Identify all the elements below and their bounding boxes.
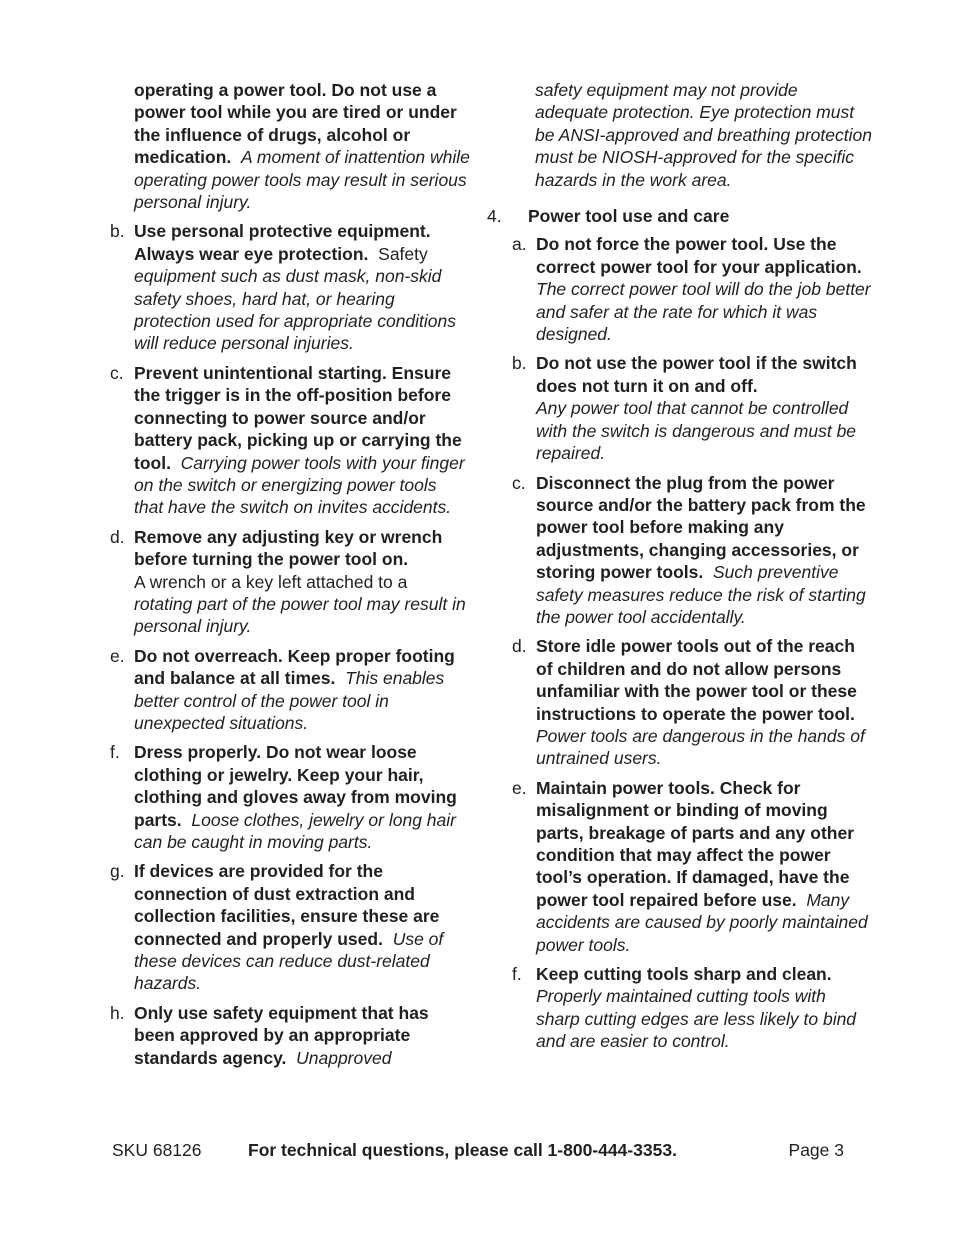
item-letter: e. <box>110 645 125 666</box>
item-italic-text: Unapproved <box>296 1047 392 1068</box>
item-bold-text: Maintain power tools. Check for misalignment or binding of moving parts, breakage of parts and any other condition that may affect the power tool’s operation. If damaged, have the power tool repaired before use. <box>536 777 855 910</box>
section-number: 4. <box>487 206 502 227</box>
item-bold-text: Do not overreach. Keep proper footing and balance at all times. <box>134 645 455 689</box>
item-bold-text: Do not force the power tool. Use the correct power tool for your application. <box>536 234 862 277</box>
item-letter: a. <box>512 234 527 255</box>
item-italic-text: The correct power tool will do the job better and safer at the rate for which it was designed. <box>536 279 871 345</box>
paragraph-italic-text: safety equipment may not provide adequate protection. Eye protection must be ANSI-approved and breathing protection must be NIOSH-approved for the specific hazards in the work area. <box>535 80 872 190</box>
list-item-c <box>512 472 874 629</box>
item-letter: h. <box>110 1002 125 1023</box>
item-bold-text: Disconnect the plug from the power source and/or the battery pack from the power tool before making any adjustments, changing accessories, or storing power tools. <box>536 472 866 583</box>
item-italic-text: Properly maintained cutting tools with sharp cutting edges are less likely to bind and are easier to control. <box>536 986 857 1052</box>
paragraph-italic-text: A moment of inattention while operating power tools may result in serious personal injury. <box>134 147 470 213</box>
section-heading <box>484 205 874 227</box>
left-column <box>110 79 470 1076</box>
list-item-d <box>512 635 874 769</box>
list-item-e <box>110 645 470 735</box>
item-bold-text: Store idle power tools out of the reach of children and do not allow persons unfamiliar with the power tool or these instructions to operate the power tool. <box>536 636 857 724</box>
section-items <box>484 233 874 1052</box>
item-letter: g. <box>110 861 125 882</box>
item-bold-text: Only use safety equipment that has been approved by an appropriate standards agency. <box>134 1002 429 1068</box>
item-letter: d. <box>110 526 125 547</box>
technical-support-line: For technical questions, please call 1-800-444-3353. <box>248 1140 677 1160</box>
item-italic-text: rotating part of the power tool may result in personal injury. <box>134 593 466 637</box>
item-letter: d. <box>512 636 527 657</box>
list-item-d <box>110 526 470 638</box>
list-item-f <box>512 963 874 1053</box>
item-letter: b. <box>110 221 125 242</box>
item-italic-text: Many accidents are caused by poorly maintained power tools. <box>536 889 868 955</box>
item-letter: c. <box>110 362 124 383</box>
item-letter: c. <box>512 472 526 493</box>
item-italic-text: Any power tool that cannot be controlled with the switch is dangerous and must be repaired. <box>536 398 857 464</box>
item-italic-text: This enables better control of the power tool in unexpected situations. <box>134 668 445 733</box>
item-bold-text: Remove any adjusting key or wrench before turning the power tool on. <box>134 526 443 570</box>
page-footer <box>112 1139 844 1163</box>
list-item-a <box>512 233 874 345</box>
item-plain-text: Safety <box>378 243 428 264</box>
item-italic-text: Power tools are dangerous in the hands of untrained users. <box>536 725 865 769</box>
item-letter: f. <box>512 964 522 985</box>
item-letter: e. <box>512 777 527 798</box>
right-column <box>484 79 874 1060</box>
continued-paragraph <box>484 79 874 191</box>
list-item-g <box>110 860 470 994</box>
list-item-b <box>110 220 470 354</box>
list-item-e <box>512 777 874 956</box>
section-title: Power tool use and care <box>528 206 730 227</box>
item-italic-text: Carrying power tools with your finger on the switch or energizing power tools that have the switch on invites accidents. <box>134 452 465 518</box>
item-bold-text: Prevent unintentional starting. Ensure the trigger is in the off-position before connecting to power source and/or battery pack, picking up or carrying the tool. <box>134 362 462 473</box>
paragraph-bold-text: operating a power tool. Do not use a power tool while you are tired or under the influence of drugs, alcohol or medication. <box>134 80 457 168</box>
item-italic-text: Such preventive safety measures reduce the risk of starting the power tool accidentally. <box>536 562 866 627</box>
item-italic-text: equipment such as dust mask, non-skid safety shoes, hard hat, or hearing protection used for appropriate conditions will reduce personal injuries. <box>134 266 457 354</box>
list-item-f <box>110 741 470 853</box>
item-letter: b. <box>512 353 527 374</box>
item-bold-text: Do not use the power tool if the switch does not turn it on and off. <box>536 353 857 396</box>
sku-number: SKU 68126 <box>112 1140 202 1160</box>
item-plain-text: A wrench or a key left attached to a <box>134 571 408 592</box>
continued-paragraph <box>110 79 470 213</box>
item-bold-text: Keep cutting tools sharp and clean. <box>536 964 832 985</box>
list-item-b <box>512 352 874 464</box>
item-italic-text: Loose clothes, jewelry or long hair can be caught in moving parts. <box>134 809 456 852</box>
item-bold-text: If devices are provided for the connection of dust extraction and collection facilities, ensure these are connected and properly used. <box>134 861 440 949</box>
page-number: Page 3 <box>788 1140 844 1160</box>
item-bold-text: Dress properly. Do not wear loose clothing or jewelry. Keep your hair, clothing and gloves away from moving parts. <box>134 742 457 830</box>
item-letter: f. <box>110 742 120 763</box>
list-item-h <box>110 1002 470 1069</box>
list-item-c <box>110 362 470 519</box>
item-bold-text: Use personal protective equipment. Always wear eye protection. <box>134 221 431 264</box>
item-italic-text: Use of these devices can reduce dust-related hazards. <box>134 928 444 994</box>
